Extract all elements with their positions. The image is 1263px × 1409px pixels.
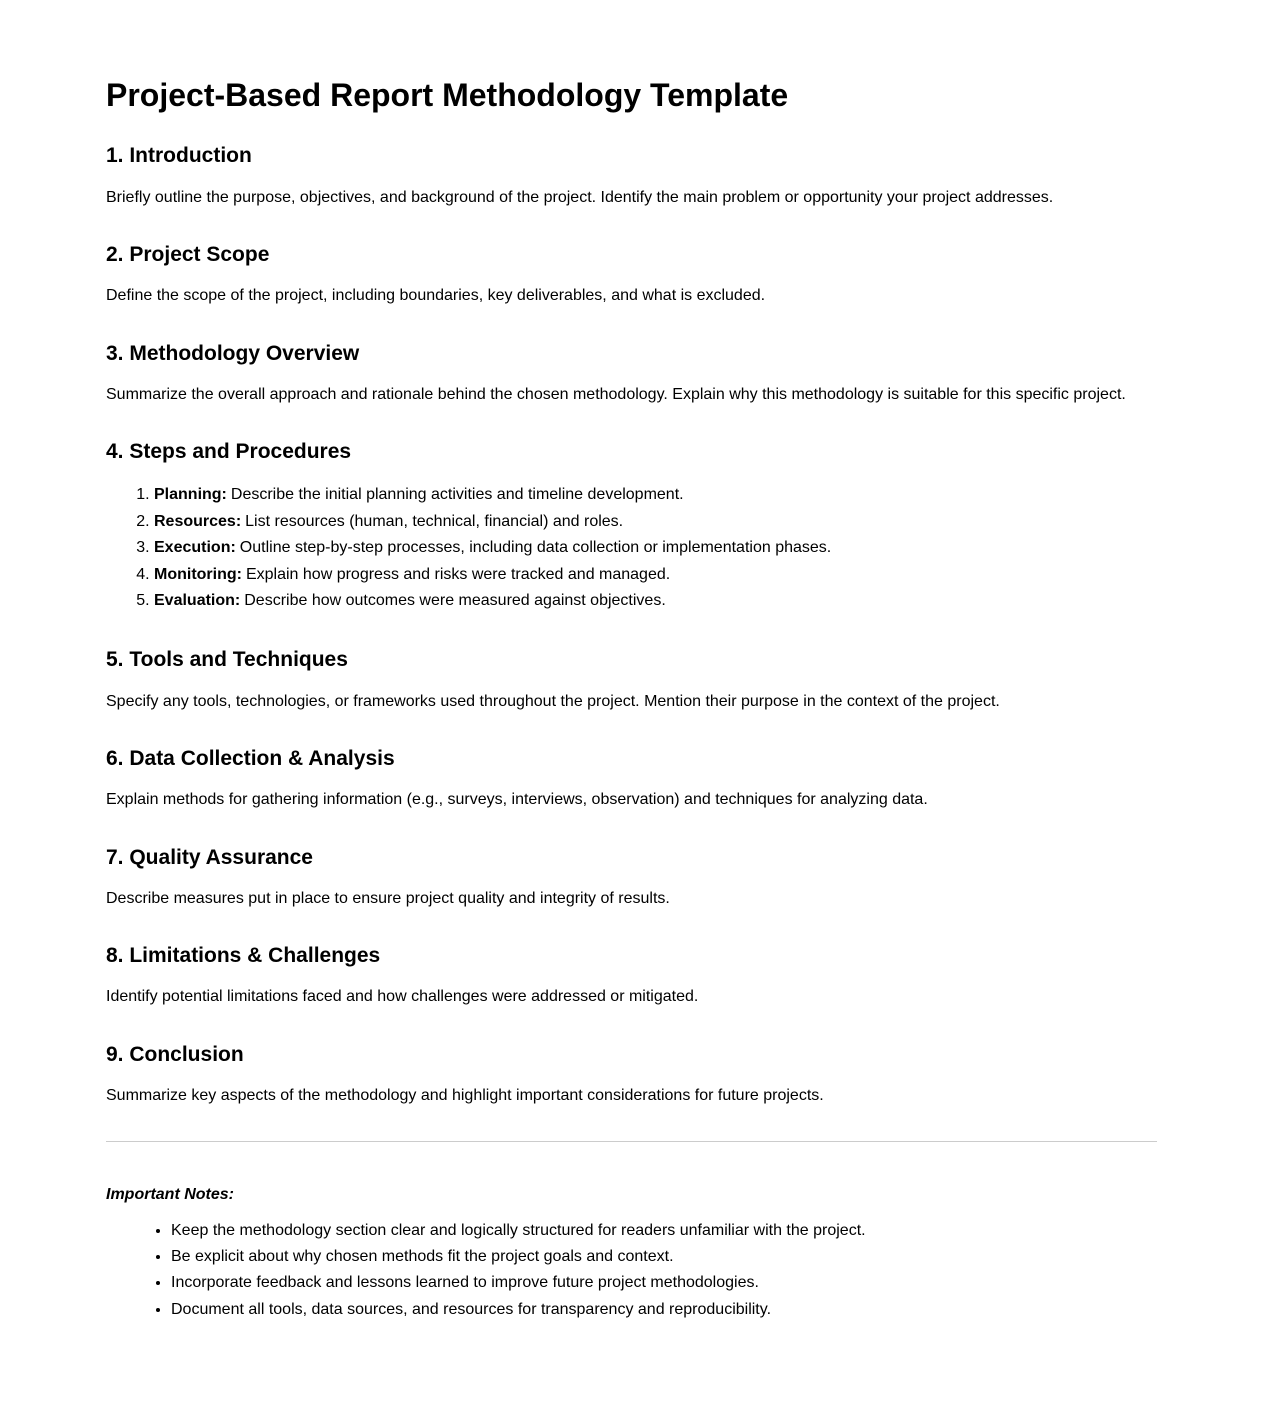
section-body: Summarize the overall approach and rationale behind the chosen methodology. Explain why this methodology is suitable for this specific project. xyxy=(106,385,1126,403)
step-label: Evaluation: xyxy=(154,591,241,609)
note-item: • Document all tools, data sources, and resources for transparency and reproducibility. xyxy=(171,1297,1157,1323)
section-body: Identify potential limitations faced and how challenges were addressed or mitigated. xyxy=(106,988,699,1006)
step-item xyxy=(154,535,1157,561)
section-body: Explain methods for gathering information (e.g., surveys, interviews, observation) and techniques for analyzing data. xyxy=(106,791,928,809)
section-tools-and-techniques xyxy=(106,647,1157,713)
note-item: • Incorporate feedback and lessons learned to improve future project methodologies. xyxy=(171,1270,1157,1296)
step-item xyxy=(154,482,1157,508)
step-item xyxy=(154,588,1157,614)
section-body: Specify any tools, technologies, or frameworks used throughout the project. Mention their purpose in the context of the project. xyxy=(106,692,1000,710)
section-limitations-challenges xyxy=(106,943,1157,1009)
section-body: Summarize key aspects of the methodology and highlight important considerations for future projects. xyxy=(106,1086,824,1104)
notes-heading: Important Notes: xyxy=(106,1186,234,1204)
document-content xyxy=(106,0,1157,1318)
section-heading: 9. Conclusion xyxy=(106,1042,244,1066)
steps-list xyxy=(106,482,1157,614)
step-label: Planning: xyxy=(154,486,227,504)
section-heading: 7. Quality Assurance xyxy=(106,845,313,869)
section-body: Define the scope of the project, including boundaries, key deliverables, and what is excluded. xyxy=(106,287,766,305)
section-body: Briefly outline the purpose, objectives, and background of the project. Identify the main problem or opportunity your project addresses. xyxy=(106,188,1054,206)
divider xyxy=(106,1141,1157,1142)
note-item: • Keep the methodology section clear and logically structured for readers unfamiliar with the project. xyxy=(171,1218,1157,1244)
step-label: Resources: xyxy=(154,512,242,530)
section-quality-assurance xyxy=(106,845,1157,911)
section-project-scope xyxy=(106,242,1157,308)
step-item xyxy=(154,509,1157,535)
section-heading: 5. Tools and Techniques xyxy=(106,648,348,672)
step-text: Describe how outcomes were measured against objectives. xyxy=(244,591,666,609)
step-text: List resources (human, technical, financial) and roles. xyxy=(245,512,624,530)
section-heading: 8. Limitations & Challenges xyxy=(106,944,381,968)
step-label: Execution: xyxy=(154,539,236,557)
section-heading: 1. Introduction xyxy=(106,144,252,168)
section-heading: 6. Data Collection & Analysis xyxy=(106,746,395,770)
section-body: Describe measures put in place to ensure project quality and integrity of results. xyxy=(106,889,670,907)
section-data-collection-analysis xyxy=(106,746,1157,812)
step-text: Explain how progress and risks were tracked and managed. xyxy=(245,565,671,583)
section-heading: 3. Methodology Overview xyxy=(106,341,360,365)
step-label: Monitoring: xyxy=(154,565,242,583)
section-heading: 2. Project Scope xyxy=(106,242,270,266)
note-item: • Be explicit about why chosen methods fit the project goals and context. xyxy=(171,1244,1157,1270)
step-text: Describe the initial planning activities and timeline development. xyxy=(230,486,684,504)
section-heading: 4. Steps and Procedures xyxy=(106,440,352,464)
section-methodology-overview xyxy=(106,341,1157,407)
step-text: Outline step-by-step processes, including data collection or implementation phases. xyxy=(239,539,832,557)
section-steps-and-procedures xyxy=(106,439,1157,614)
notes-list xyxy=(106,1218,1157,1324)
page-title: Project-Based Report Methodology Template xyxy=(106,77,789,113)
section-introduction xyxy=(106,143,1157,209)
section-conclusion xyxy=(106,1042,1157,1108)
step-item xyxy=(154,562,1157,588)
